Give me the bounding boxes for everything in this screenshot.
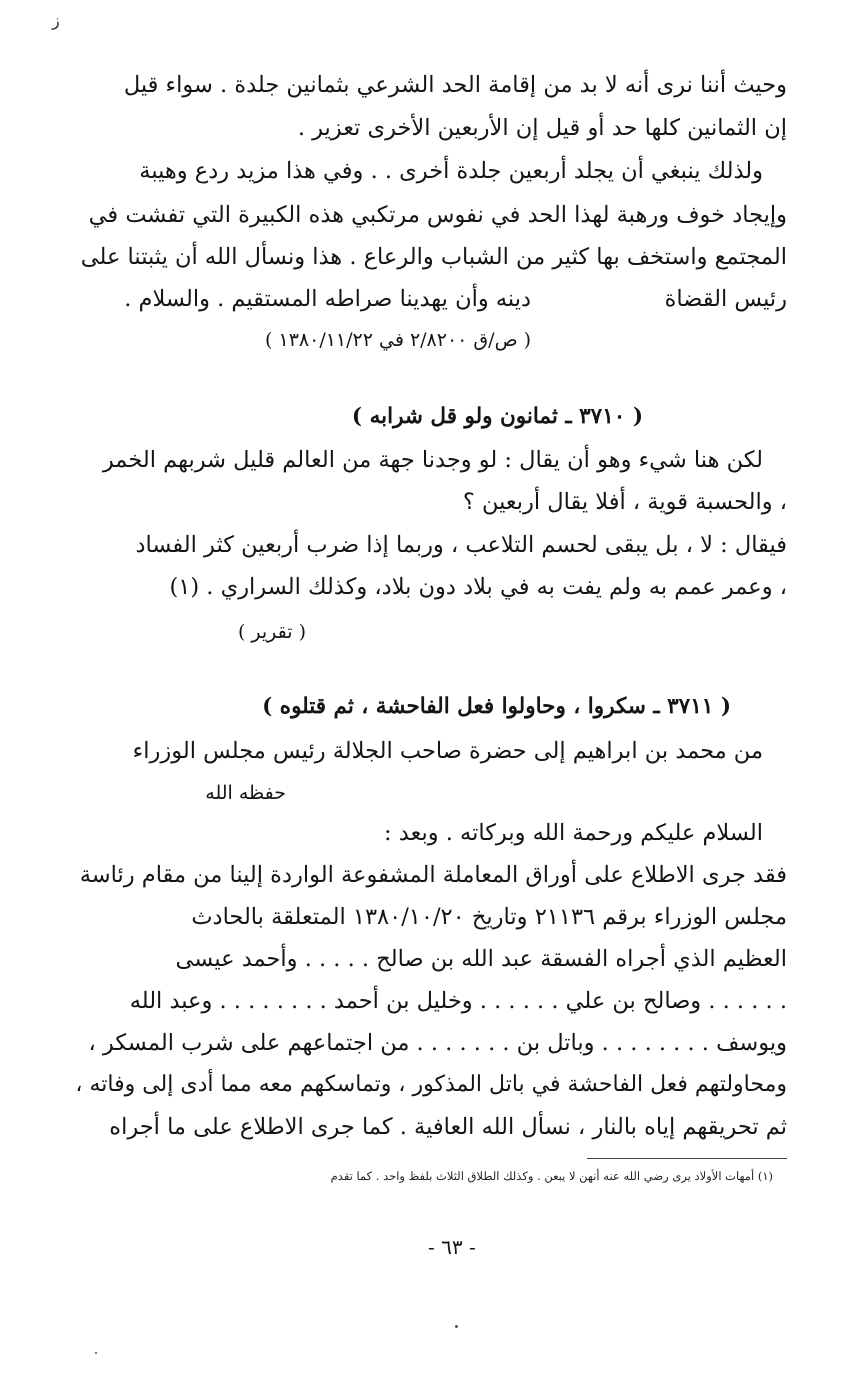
paragraph-line: المجتمع واستخف بها كثير من الشباب والرعاع . هذا ونسأل الله أن يثبتنا على bbox=[80, 244, 787, 270]
corner-mark: ز bbox=[52, 11, 60, 30]
section-3710-line: ، والحسبة قوية ، أفلا يقال أربعين ؟ bbox=[462, 489, 787, 515]
source-note: ( تقرير ) bbox=[237, 621, 306, 643]
letter-line: ثم تحريقهم إياه بالنار ، نسأل الله العافية . كما جرى الاطلاع على ما أجراه bbox=[109, 1114, 787, 1140]
scan-speck bbox=[95, 1352, 97, 1354]
paragraph-line: وحيث أننا نرى أنه لا بد من إقامة الحد الشرعي بثمانين جلدة . سواء قيل bbox=[123, 72, 787, 98]
letter-blessing: حفظه الله bbox=[205, 782, 286, 804]
letter-line: . . . . . . وصالح بن علي . . . . . . وخليل بن أحمد . . . . . . . . وعبد الله bbox=[129, 988, 787, 1014]
page-number: - ٦٣ - bbox=[428, 1235, 476, 1259]
letter-greeting: السلام عليكم ورحمة الله وبركاته . وبعد : bbox=[384, 820, 763, 846]
scan-speck bbox=[455, 1325, 458, 1328]
letter-line: ومحاولتهم فعل الفاحشة في باتل المذكور ، وتماسكهم معه مما أدى إلى وفاته ، bbox=[75, 1072, 787, 1097]
section-3710-line: فيقال : لا ، بل يبقى لحسم التلاعب ، وربما إذا ضرب أربعين كثر الفساد bbox=[135, 532, 787, 558]
section-3710-line: لكن هنا شيء وهو أن يقال : لو وجدنا جهة من العالم قليل شربهم الخمر bbox=[102, 447, 763, 473]
letter-line: العظيم الذي أجراه الفسقة عبد الله بن صالح . . . . . وأحمد عيسى bbox=[175, 946, 787, 972]
paragraph-line: إن الثمانين كلها حد أو قيل إن الأربعين الأخرى تعزير . bbox=[297, 115, 787, 141]
section-heading-3711: ( ٣٧١١ ـ سكروا ، وحاولوا فعل الفاحشة ، ثم قتلوه ) bbox=[262, 694, 731, 719]
letter-line: مجلس الوزراء برقم ٢١١٣٦ وتاريخ ١٣٨٠/١٠/٢٠ المتعلقة بالحادث bbox=[191, 904, 787, 930]
section-3710-line: ، وعمر عمم به ولم يفت به في بلاد دون بلاد، وكذلك السراري . (١) bbox=[169, 574, 787, 600]
paragraph-line: وإيجاد خوف ورهبة لهذا الحد في نفوس مرتكبي هذه الكبيرة التي تفشت في bbox=[88, 202, 787, 228]
letter-address: من محمد بن ابراهيم إلى حضرة صاحب الجلالة رئيس مجلس الوزراء bbox=[132, 738, 763, 764]
reference-line: ( ص/ق ٢/٨٢٠٠ في ١٣٨٠/١١/٢٢ ) bbox=[265, 329, 531, 351]
signature: رئيس القضاة bbox=[664, 286, 787, 312]
section-heading-3710: ( ٣٧١٠ ـ ثمانون ولو قل شرابه ) bbox=[351, 404, 643, 429]
paragraph-line: ولذلك ينبغي أن يجلد أربعين جلدة أخرى . . وفي هذا مزيد ردع وهيبة bbox=[139, 158, 763, 184]
letter-line: ويوسف . . . . . . . . وباتل بن . . . . . . . من اجتماعهم على شرب المسكر ، bbox=[88, 1030, 787, 1056]
footnote-divider bbox=[587, 1158, 787, 1159]
letter-line: فقد جرى الاطلاع على أوراق المعاملة المشفوعة الواردة إلينا من مقام رئاسة bbox=[79, 862, 787, 888]
footnote: (١) أمهات الأولاد يرى رضي الله عنه أنهن لا يبعن . وكذلك الطلاق الثلاث بلفظ واحد . كما تقدم bbox=[330, 1169, 773, 1183]
paragraph-line: دينه وأن يهدينا صراطه المستقيم . والسلام . bbox=[124, 286, 531, 312]
